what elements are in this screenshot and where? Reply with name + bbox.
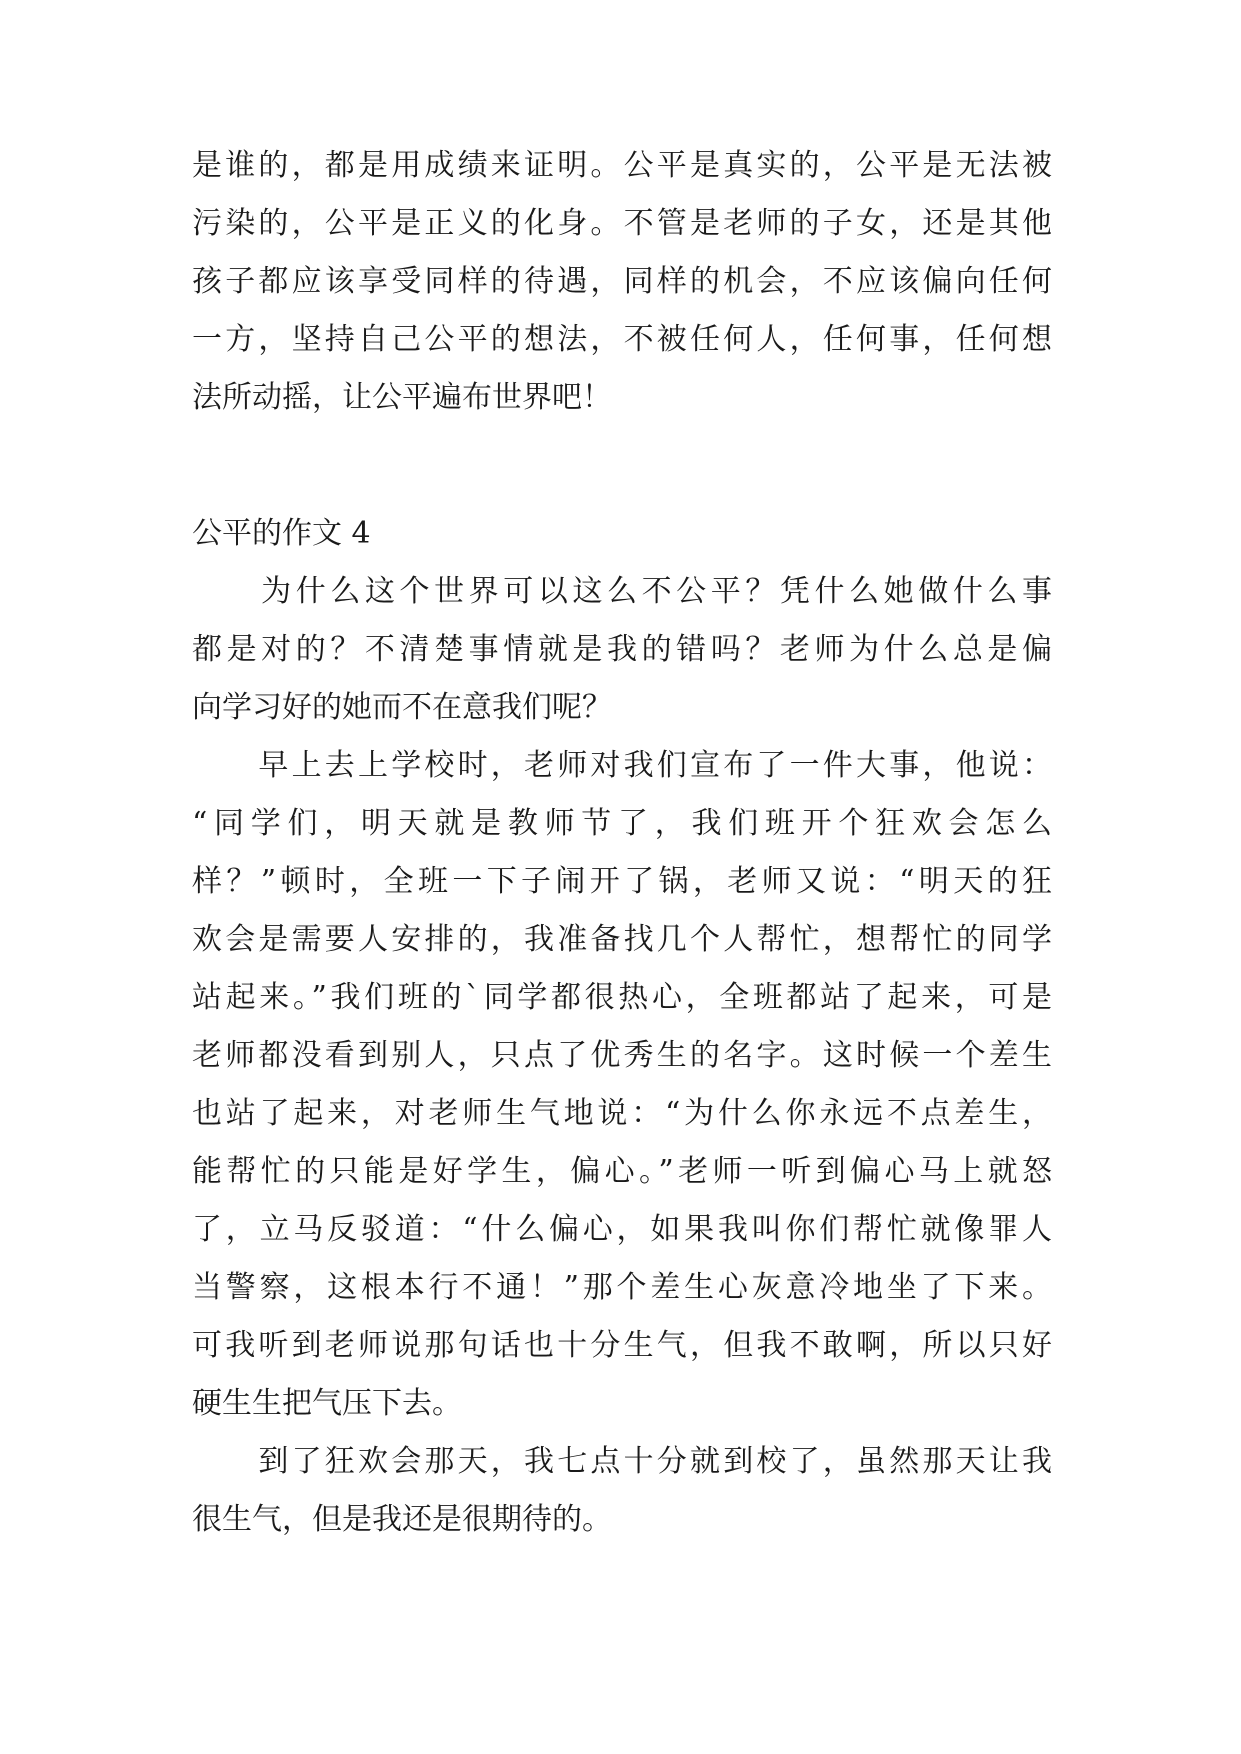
text-line: 污染的，公平是正义的化身。不管是老师的子女，还是其他 (192, 206, 1052, 241)
text-line: 站起来。”我们班的`同学都很热心，全班都站了起来，可是 (192, 980, 1052, 1015)
text-line: 能帮忙的只能是好学生，偏心。”老师一听到偏心马上就怒 (192, 1154, 1052, 1189)
text-line: 也站了起来，对老师生气地说：“为什么你永远不点差生， (192, 1096, 1052, 1131)
text-line: 到了狂欢会那天，我七点十分就到校了，虽然那天让我 (192, 1444, 1052, 1479)
text-line: “同学们，明天就是教师节了，我们班开个狂欢会怎么 (192, 806, 1052, 841)
text-line: 一方，坚持自己公平的想法，不被任何人，任何事，任何想 (192, 322, 1052, 357)
text-line: 当警察，这根本行不通！”那个差生心灰意冷地坐了下来。 (192, 1270, 1052, 1305)
text-line: 法所动摇，让公平遍布世界吧！ (192, 380, 612, 415)
text-line: 了，立马反驳道：“什么偏心，如果我叫你们帮忙就像罪人 (192, 1212, 1052, 1247)
text-line: 可我听到老师说那句话也十分生气，但我不敢啊，所以只好 (192, 1328, 1052, 1363)
text-line: 很生气，但是我还是很期待的。 (192, 1502, 612, 1537)
text-line: 硬生生把气压下去。 (192, 1386, 462, 1421)
text-line: 老师都没看到别人，只点了优秀生的名字。这时候一个差生 (192, 1038, 1052, 1073)
text-line: 早上去上学校时，老师对我们宣布了一件大事，他说： (192, 748, 1052, 783)
text-line: 向学习好的她而不在意我们呢？ (192, 690, 612, 725)
text-line: 孩子都应该享受同样的待遇，同样的机会，不应该偏向任何 (192, 264, 1052, 299)
section-title: 公平的作文 4 (192, 516, 371, 551)
text-line: 样？”顿时，全班一下子闹开了锅，老师又说：“明天的狂 (192, 864, 1052, 899)
text-line: 都是对的？不清楚事情就是我的错吗？老师为什么总是偏 (192, 632, 1052, 667)
text-line: 为什么这个世界可以这么不公平？凭什么她做什么事 (192, 574, 1052, 609)
text-line: 欢会是需要人安排的，我准备找几个人帮忙，想帮忙的同学 (192, 922, 1052, 957)
text-line: 是谁的，都是用成绩来证明。公平是真实的，公平是无法被 (192, 148, 1052, 183)
